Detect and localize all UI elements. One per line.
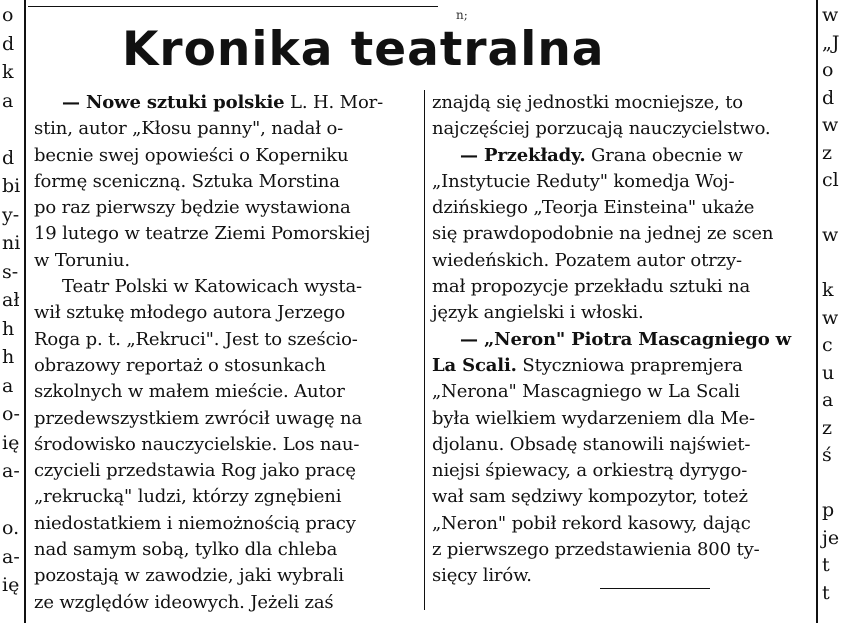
fragment-line: je: [822, 526, 840, 549]
fragment-line: k: [822, 279, 834, 301]
top-mark: n;: [456, 8, 468, 22]
left-column-rule: [24, 0, 26, 623]
line-text: z pierwszego przedstawienia 800 ty-: [432, 539, 760, 561]
fragment-line: w: [822, 114, 839, 136]
line-text: najczęściej porzucają nauczycielstwo.: [432, 118, 771, 140]
line-text: znajdą się jednostki mocniejsze, to: [432, 92, 743, 113]
article-line: [34, 537, 416, 563]
article-line: [432, 432, 814, 458]
article-line: [34, 511, 416, 537]
line-text: Teatr Polski w Katowicach wysta-: [62, 276, 362, 298]
headline: Kronika teatralna: [122, 22, 605, 77]
article-line: [34, 353, 416, 379]
fragment-line: y-: [2, 203, 20, 226]
fragment-line: d: [2, 32, 15, 55]
article-line: [432, 484, 814, 510]
article-line: [432, 563, 814, 589]
article-line: [34, 484, 416, 510]
fragment-line: a-: [2, 545, 20, 568]
end-rule: [600, 588, 710, 589]
line-text: wiedeńskich. Pozatem autor otrzy-: [432, 249, 742, 271]
line-text: „Nerona" Mascagniego w La Scali: [432, 381, 740, 403]
fragment-line: w: [822, 306, 839, 329]
line-text: dzińskiego „Teorja Einsteina" ukaże: [432, 197, 755, 219]
fragment-line: d: [822, 86, 835, 109]
fragment-line: bi: [2, 175, 21, 197]
line-text: becnie swej opowieści o Koperniku: [34, 144, 349, 166]
line-text: sięcy lirów.: [432, 565, 532, 587]
fragment-line: u: [822, 361, 835, 384]
line-text: „Neron" pobił rekord kasowy, dając: [432, 512, 751, 534]
line-text: przedewszystkiem zwrócił uwagę na: [34, 407, 363, 429]
line-text: 19 lutego w teatrze Ziemi Pomorskiej: [34, 223, 371, 245]
line-text: nad samym sobą, tylko dla chleba: [34, 539, 338, 561]
fragment-line: d: [2, 146, 15, 169]
line-text: niejsi śpiewacy, a orkiestrą dyrygo-: [432, 460, 748, 482]
article-line: [34, 143, 416, 169]
line-text: Grana obecnie w: [585, 144, 743, 166]
article-line: [34, 169, 416, 195]
line-text: obrazowy reportaż o stosunkach: [34, 354, 326, 376]
article-line: [34, 248, 416, 274]
fragment-line: p: [822, 499, 835, 521]
fragment-line: a-: [2, 460, 20, 482]
line-text: czycieli przedstawia Rog jako pracę: [34, 460, 356, 482]
bold-lead: — Przekłady.: [460, 144, 586, 166]
fragment-line: h: [2, 346, 15, 368]
line-text: Roga p. t. „Rekruci". Jest to sześcio-: [34, 328, 358, 350]
fragment-line: a: [822, 389, 834, 411]
article-line: [432, 90, 814, 116]
article-line: [34, 379, 416, 405]
bold-lead: — Nowe sztuki polskie: [62, 92, 285, 113]
line-text: djolanu. Obsadę stanowili najświet-: [432, 433, 751, 455]
fragment-line: o: [2, 4, 14, 26]
article-line: [432, 143, 814, 169]
article-line: [34, 90, 416, 116]
line-text: niedostatkiem i niemożnością pracy: [34, 512, 356, 534]
article-line: [34, 274, 416, 300]
line-text: się prawdopodobnie na jednej ze scen: [432, 223, 774, 245]
article-line: [432, 195, 814, 221]
line-text: ze względów ideowych. Jeżeli zaś: [34, 591, 334, 613]
article-line: [34, 195, 416, 221]
article-line: [34, 432, 416, 458]
fragment-line: t: [822, 581, 830, 604]
line-text: wał sam sędziwy kompozytor, toteż: [432, 486, 748, 508]
line-text: szkolnych w małem mieście. Autor: [34, 381, 345, 403]
article-column-2: [432, 90, 814, 590]
line-text: stin, autor „Kłosu panny", nadał o-: [34, 118, 344, 140]
fragment-line: o: [822, 59, 834, 81]
line-text: środowisko nauczycielskie. Los nau-: [34, 433, 360, 455]
line-text: w Toruniu.: [34, 249, 130, 271]
article-line: [34, 327, 416, 353]
fragment-line: ś: [822, 444, 832, 466]
article-line: [432, 274, 814, 300]
fragment-line: ni: [2, 232, 21, 254]
fragment-line: a: [2, 374, 14, 397]
fragment-line: k: [2, 61, 14, 83]
line-text: Styczniowa prapremjera: [516, 354, 743, 376]
article-line: [34, 590, 416, 616]
fragment-line: ię: [2, 574, 20, 596]
fragment-line: o-: [2, 403, 20, 425]
article-line: [432, 221, 814, 247]
fragment-line: cl: [822, 169, 839, 191]
article-line: [34, 563, 416, 589]
line-text: po raz pierwszy będzie wystawiona: [34, 197, 351, 219]
line-text: język angielski i włoski.: [432, 302, 644, 324]
line-text: pozostają w zawodzie, jaki wybrali: [34, 565, 344, 587]
fragment-line: a: [2, 89, 14, 112]
line-text: była wielkiem wydarzeniem dla Me-: [432, 407, 755, 429]
article-line: [34, 458, 416, 484]
fragment-line: ię: [2, 431, 20, 454]
fragment-line: c: [822, 334, 833, 356]
fragment-line: „J: [822, 31, 840, 54]
article-line: [432, 458, 814, 484]
article-line: [432, 116, 814, 142]
fragment-line: o.: [2, 517, 20, 539]
fragment-line: t: [822, 554, 830, 576]
left-column-fragment: [0, 0, 22, 623]
article-line: [432, 353, 814, 379]
fragment-line: w: [822, 224, 839, 246]
article-line: [34, 221, 416, 247]
line-text: wił sztukę młodego autora Jerzego: [34, 302, 346, 324]
bold-lead: La Scali.: [432, 354, 517, 376]
article-line: [34, 116, 416, 142]
article-line: [432, 169, 814, 195]
line-text: mał propozycje przekładu sztuki na: [432, 276, 751, 298]
article-line: [432, 379, 814, 405]
article-line: [34, 406, 416, 432]
column-separator: [424, 90, 425, 610]
article-line: [432, 511, 814, 537]
article-line: [432, 537, 814, 563]
fragment-line: z: [822, 416, 833, 439]
article-line: [34, 300, 416, 326]
fragment-line: h: [2, 317, 15, 340]
article-line: [432, 327, 814, 353]
article-line: [432, 248, 814, 274]
line-text: formę sceniczną. Sztuka Morstina: [34, 170, 340, 192]
fragment-line: s-: [2, 260, 19, 283]
line-text: L. H. Mor-: [284, 92, 384, 113]
line-text: „Instytucie Reduty" komedja Woj-: [432, 170, 735, 192]
right-column-fragment: [818, 0, 844, 623]
top-rule: [28, 6, 438, 7]
fragment-line: ał: [2, 289, 20, 311]
article-line: [432, 406, 814, 432]
article-line: [432, 300, 814, 326]
bold-lead: — „Neron" Piotra Mascagniego w: [460, 328, 792, 350]
fragment-line: w: [822, 4, 839, 26]
line-text: „rekrucką" ludzi, którzy zgnębieni: [34, 486, 342, 508]
article-column-1: [34, 90, 416, 616]
fragment-line: z: [822, 141, 833, 164]
